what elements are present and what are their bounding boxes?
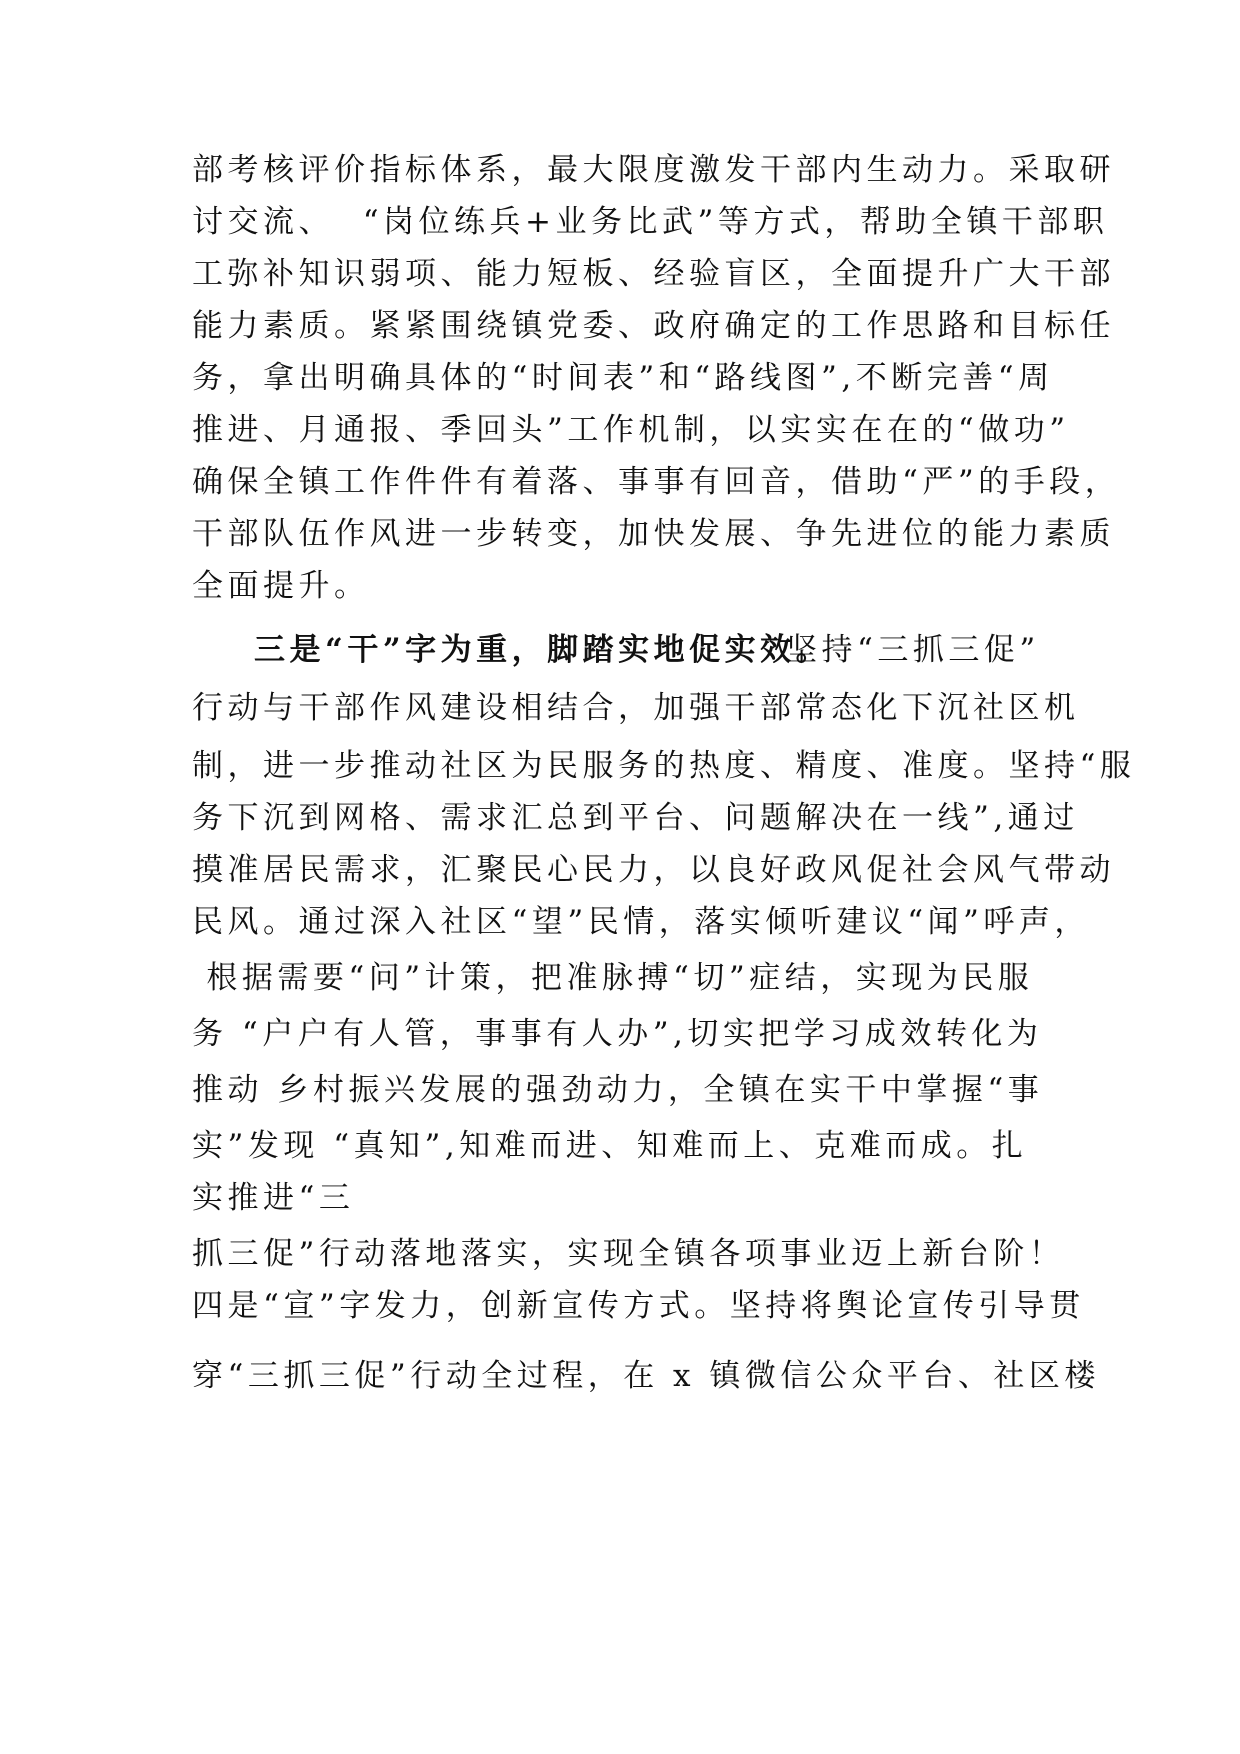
paragraph-line: 根据需要“问”计策，把准脉搏“切”症结，实现为民服 — [192, 960, 1034, 996]
paragraph-line: 制，进一步推动社区为民服务的热度、精度、准度。坚持“服 — [192, 748, 1136, 784]
paragraph-line: 讨交流、 “岗位练兵+业务比武”等方式，帮助全镇干部职 — [192, 204, 1109, 240]
paragraph-line: 实”发现 “真知”,知难而进、知难而上、克难而成。扎 — [192, 1128, 1028, 1164]
paragraph-line: 全面提升。 — [192, 568, 370, 604]
paragraph-line: 推动 乡村振兴发展的强劲动力，全镇在实干中掌握“事 — [192, 1072, 1044, 1108]
paragraph-line: 实推进“三 — [192, 1180, 355, 1216]
paragraph-line: 坚持“三抓三促” — [786, 632, 1040, 668]
paragraph-line: 能力素质。紧紧围绕镇党委、政府确定的工作思路和目标任 — [192, 308, 1115, 344]
paragraph-line: 务 “户户有人管，事事有人办”,切实把学习成效转化为 — [192, 1016, 1043, 1052]
paragraph-line: 民风。通过深入社区“望”民情，落实倾听建议“闻”呼声， — [192, 904, 1090, 940]
paragraph-line: 穿“三抓三促”行动全过程，在 x 镇微信公众平台、社区楼 — [192, 1358, 1100, 1394]
paragraph-line: 行动与干部作风建设相结合，加强干部常态化下沉社区机 — [192, 690, 1080, 726]
paragraph-line: 确保全镇工作件件有着落、事事有回音，借助“严”的手段， — [192, 464, 1121, 500]
section-start-line: 四是“宣”字发力，创新宣传方式。坚持将舆论宣传引导贯 — [192, 1288, 1085, 1324]
paragraph-line: 工弥补知识弱项、能力短板、经验盲区，全面提升广大干部 — [192, 256, 1115, 292]
paragraph-line: 部考核评价指标体系，最大限度激发干部内生动力。采取研 — [192, 152, 1115, 188]
paragraph-line: 务，拿出明确具体的“时间表”和“路线图”,不断完善“周 — [192, 360, 1054, 396]
paragraph-line: 推进、月通报、季回头”工作机制，以实实在在的“做功” — [192, 412, 1070, 448]
paragraph-line: 干部队伍作风进一步转变，加快发展、争先进位的能力素质 — [192, 516, 1115, 552]
paragraph-line: 摸准居民需求，汇聚民心民力，以良好政风促社会风气带动 — [192, 852, 1115, 888]
section-heading: 三是“干”字为重，脚踏实地促实效。 — [254, 632, 832, 668]
paragraph-line: 务下沉到网格、需求汇总到平台、问题解决在一线”,通过 — [192, 800, 1079, 836]
paragraph-line: 抓三促”行动落地落实，实现全镇各项事业迈上新台阶！ — [192, 1236, 1065, 1272]
